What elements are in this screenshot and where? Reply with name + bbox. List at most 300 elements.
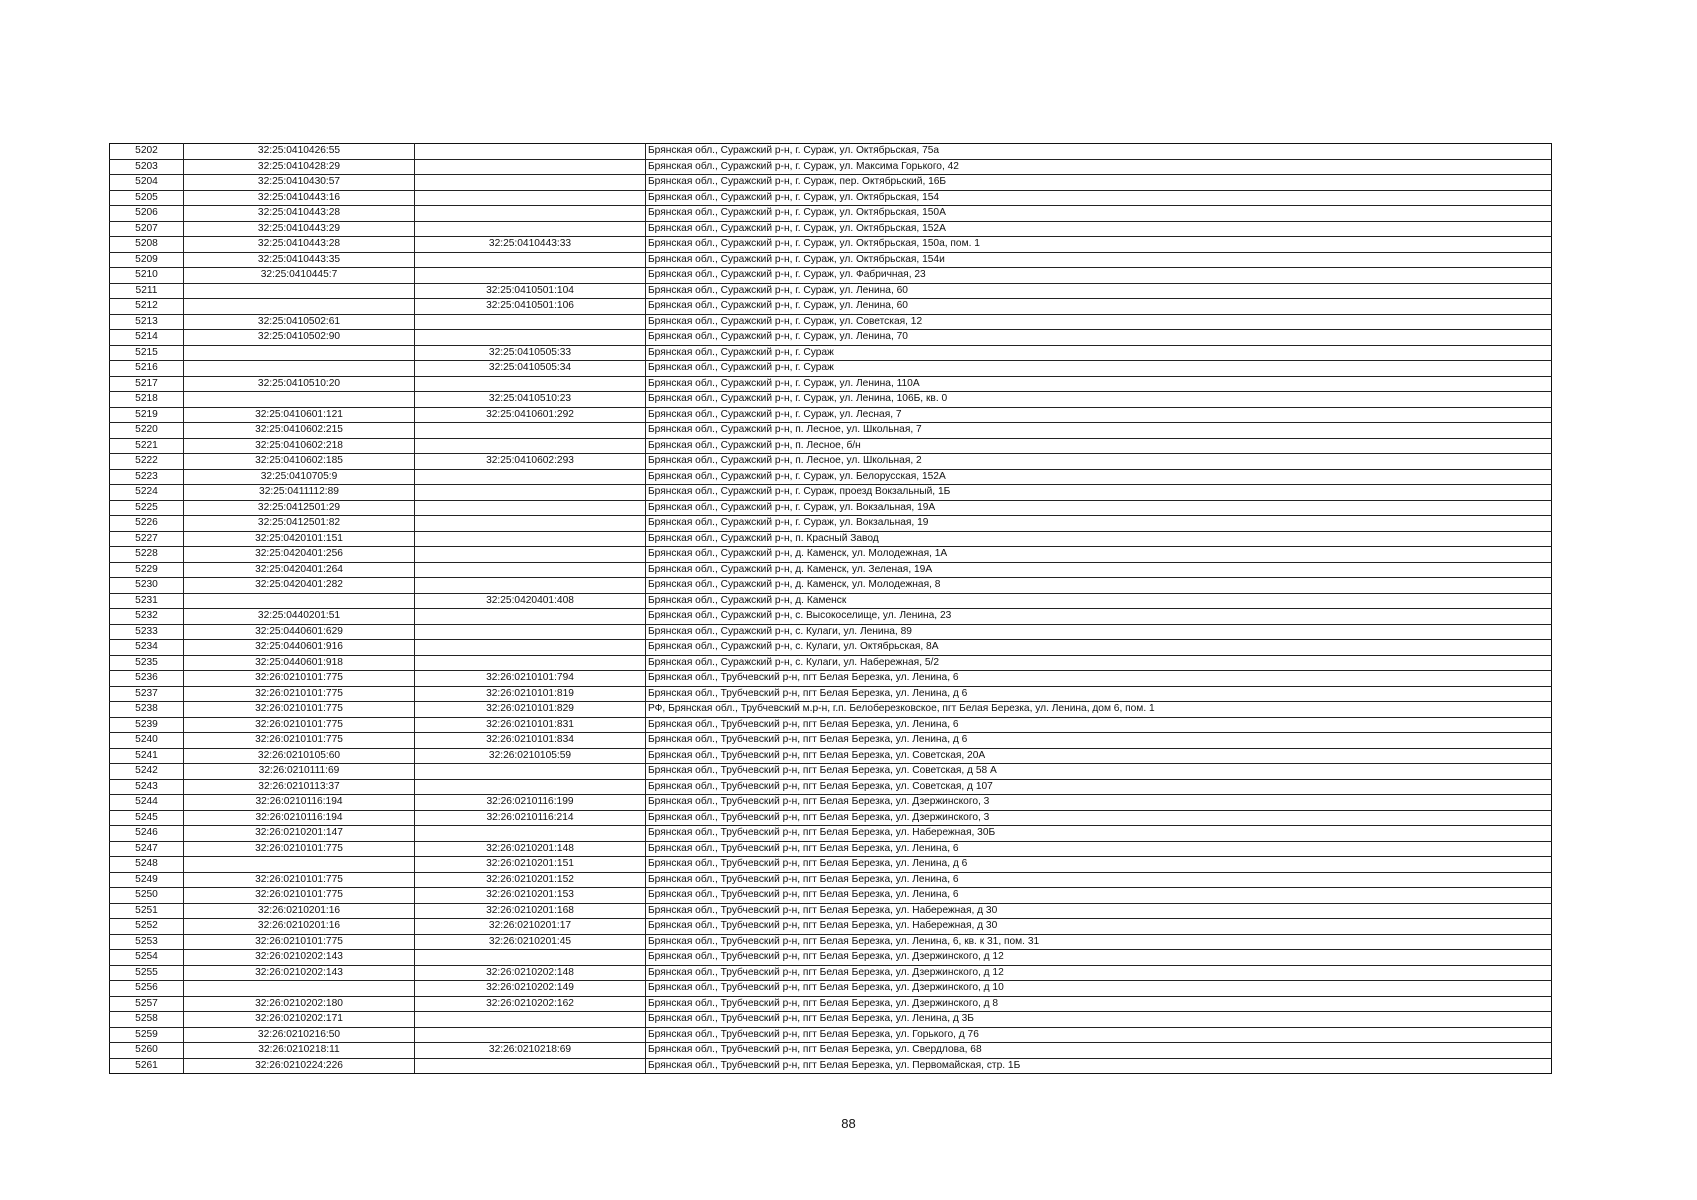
land-cadastral-number-cell: 32:25:0410443:16 bbox=[184, 190, 415, 206]
object-cadastral-number-cell bbox=[415, 655, 646, 671]
table-row bbox=[110, 996, 1552, 1012]
table-row bbox=[110, 624, 1552, 640]
row-number-cell: 5229 bbox=[110, 562, 184, 578]
land-cadastral-number-cell bbox=[184, 361, 415, 377]
row-number-cell: 5240 bbox=[110, 733, 184, 749]
address-cell: Брянская обл., Суражский р-н, г. Сураж, ул. Фабричная, 23 bbox=[646, 268, 1552, 284]
table-row bbox=[110, 810, 1552, 826]
address-cell: Брянская обл., Трубчевский р-н, пгт Белая Березка, ул. Советская, д 107 bbox=[646, 779, 1552, 795]
object-cadastral-number-cell: 32:26:0210201:152 bbox=[415, 872, 646, 888]
table-row bbox=[110, 314, 1552, 330]
table-row bbox=[110, 764, 1552, 780]
row-number-cell: 5261 bbox=[110, 1058, 184, 1074]
land-cadastral-number-cell: 32:25:0420401:282 bbox=[184, 578, 415, 594]
land-cadastral-number-cell: 32:25:0410443:29 bbox=[184, 221, 415, 237]
land-cadastral-number-cell: 32:25:0410428:29 bbox=[184, 159, 415, 175]
address-cell: Брянская обл., Трубчевский р-н, пгт Белая Березка, ул. Горького, д 76 bbox=[646, 1027, 1552, 1043]
object-cadastral-number-cell bbox=[415, 159, 646, 175]
address-cell: Брянская обл., Трубчевский р-н, пгт Белая Березка, ул. Ленина, 6 bbox=[646, 717, 1552, 733]
land-cadastral-number-cell: 32:26:0210113:37 bbox=[184, 779, 415, 795]
row-number-cell: 5232 bbox=[110, 609, 184, 625]
object-cadastral-number-cell bbox=[415, 779, 646, 795]
object-cadastral-number-cell bbox=[415, 516, 646, 532]
address-cell: Брянская обл., Суражский р-н, г. Сураж bbox=[646, 361, 1552, 377]
object-cadastral-number-cell bbox=[415, 609, 646, 625]
address-cell: Брянская обл., Суражский р-н, г. Сураж, ул. Советская, 12 bbox=[646, 314, 1552, 330]
land-cadastral-number-cell: 32:25:0410601:121 bbox=[184, 407, 415, 423]
table-row bbox=[110, 903, 1552, 919]
land-cadastral-number-cell: 32:25:0410443:35 bbox=[184, 252, 415, 268]
land-cadastral-number-cell: 32:25:0410510:20 bbox=[184, 376, 415, 392]
object-cadastral-number-cell: 32:26:0210116:199 bbox=[415, 795, 646, 811]
land-cadastral-number-cell: 32:26:0210111:69 bbox=[184, 764, 415, 780]
table-row bbox=[110, 516, 1552, 532]
land-cadastral-number-cell: 32:25:0412501:29 bbox=[184, 500, 415, 516]
object-cadastral-number-cell: 32:26:0210101:819 bbox=[415, 686, 646, 702]
row-number-cell: 5212 bbox=[110, 299, 184, 315]
address-cell: Брянская обл., Суражский р-н, д. Каменск, ул. Зеленая, 19А bbox=[646, 562, 1552, 578]
address-cell: Брянская обл., Суражский р-н, п. Лесное, ул. Школьная, 7 bbox=[646, 423, 1552, 439]
land-cadastral-number-cell: 32:25:0410602:215 bbox=[184, 423, 415, 439]
land-cadastral-number-cell: 32:26:0210201:147 bbox=[184, 826, 415, 842]
row-number-cell: 5260 bbox=[110, 1043, 184, 1059]
object-cadastral-number-cell bbox=[415, 423, 646, 439]
row-number-cell: 5230 bbox=[110, 578, 184, 594]
row-number-cell: 5256 bbox=[110, 981, 184, 997]
table-row bbox=[110, 1012, 1552, 1028]
table-row bbox=[110, 1027, 1552, 1043]
address-cell: Брянская обл., Суражский р-н, г. Сураж, проезд Вокзальный, 1Б bbox=[646, 485, 1552, 501]
object-cadastral-number-cell bbox=[415, 206, 646, 222]
table-row bbox=[110, 640, 1552, 656]
object-cadastral-number-cell: 32:26:0210101:794 bbox=[415, 671, 646, 687]
row-number-cell: 5205 bbox=[110, 190, 184, 206]
table-row bbox=[110, 965, 1552, 981]
address-cell: Брянская обл., Трубчевский р-н, пгт Белая Березка, ул. Ленина, 6 bbox=[646, 841, 1552, 857]
address-cell: Брянская обл., Трубчевский р-н, пгт Белая Березка, ул. Дзержинского, д 10 bbox=[646, 981, 1552, 997]
row-number-cell: 5233 bbox=[110, 624, 184, 640]
address-cell: Брянская обл., Суражский р-н, п. Красный Завод bbox=[646, 531, 1552, 547]
land-cadastral-number-cell: 32:25:0410430:57 bbox=[184, 175, 415, 191]
address-cell: Брянская обл., Суражский р-н, г. Сураж, ул. Вокзальная, 19А bbox=[646, 500, 1552, 516]
object-cadastral-number-cell: 32:25:0410602:293 bbox=[415, 454, 646, 470]
row-number-cell: 5217 bbox=[110, 376, 184, 392]
table-row bbox=[110, 841, 1552, 857]
object-cadastral-number-cell: 32:25:0410443:33 bbox=[415, 237, 646, 253]
row-number-cell: 5254 bbox=[110, 950, 184, 966]
land-cadastral-number-cell: 32:26:0210105:60 bbox=[184, 748, 415, 764]
land-cadastral-number-cell: 32:25:0410502:90 bbox=[184, 330, 415, 346]
land-cadastral-number-cell: 32:25:0410443:28 bbox=[184, 237, 415, 253]
land-cadastral-number-cell: 32:26:0210201:16 bbox=[184, 903, 415, 919]
row-number-cell: 5257 bbox=[110, 996, 184, 1012]
land-cadastral-number-cell: 32:26:0210101:775 bbox=[184, 934, 415, 950]
land-cadastral-number-cell bbox=[184, 981, 415, 997]
table-row bbox=[110, 345, 1552, 361]
object-cadastral-number-cell bbox=[415, 485, 646, 501]
table-row bbox=[110, 981, 1552, 997]
address-cell: Брянская обл., Трубчевский р-н, пгт Белая Березка, ул. Ленина, д 6 bbox=[646, 733, 1552, 749]
table-row bbox=[110, 423, 1552, 439]
object-cadastral-number-cell bbox=[415, 144, 646, 160]
row-number-cell: 5214 bbox=[110, 330, 184, 346]
object-cadastral-number-cell: 32:26:0210202:148 bbox=[415, 965, 646, 981]
object-cadastral-number-cell bbox=[415, 547, 646, 563]
table-row bbox=[110, 702, 1552, 718]
table-row bbox=[110, 578, 1552, 594]
object-cadastral-number-cell bbox=[415, 314, 646, 330]
object-cadastral-number-cell bbox=[415, 562, 646, 578]
row-number-cell: 5215 bbox=[110, 345, 184, 361]
land-cadastral-number-cell: 32:25:0410445:7 bbox=[184, 268, 415, 284]
row-number-cell: 5227 bbox=[110, 531, 184, 547]
object-cadastral-number-cell bbox=[415, 578, 646, 594]
land-cadastral-number-cell bbox=[184, 299, 415, 315]
address-cell: Брянская обл., Суражский р-н, г. Сураж, ул. Октябрьская, 75а bbox=[646, 144, 1552, 160]
address-cell: Брянская обл., Трубчевский р-н, пгт Белая Березка, ул. Советская, 20А bbox=[646, 748, 1552, 764]
table-row bbox=[110, 531, 1552, 547]
address-cell: Брянская обл., Трубчевский р-н, пгт Белая Березка, ул. Первомайская, стр. 1Б bbox=[646, 1058, 1552, 1074]
row-number-cell: 5247 bbox=[110, 841, 184, 857]
address-cell: Брянская обл., Трубчевский р-н, пгт Белая Березка, ул. Набережная, 30Б bbox=[646, 826, 1552, 842]
table-row bbox=[110, 144, 1552, 160]
address-cell: Брянская обл., Суражский р-н, г. Сураж, ул. Ленина, 106Б, кв. 0 bbox=[646, 392, 1552, 408]
row-number-cell: 5251 bbox=[110, 903, 184, 919]
object-cadastral-number-cell: 32:25:0410510:23 bbox=[415, 392, 646, 408]
address-cell: Брянская обл., Трубчевский р-н, пгт Белая Березка, ул. Ленина, 6 bbox=[646, 671, 1552, 687]
object-cadastral-number-cell bbox=[415, 221, 646, 237]
land-cadastral-number-cell: 32:25:0410602:185 bbox=[184, 454, 415, 470]
table-row bbox=[110, 748, 1552, 764]
table-row bbox=[110, 593, 1552, 609]
object-cadastral-number-cell bbox=[415, 640, 646, 656]
table-row bbox=[110, 237, 1552, 253]
row-number-cell: 5250 bbox=[110, 888, 184, 904]
address-cell: Брянская обл., Суражский р-н, д. Каменск, ул. Молодежная, 8 bbox=[646, 578, 1552, 594]
address-cell: Брянская обл., Трубчевский р-н, пгт Белая Березка, ул. Ленина, 6 bbox=[646, 888, 1552, 904]
table-row bbox=[110, 1058, 1552, 1074]
land-cadastral-number-cell: 32:26:0210101:775 bbox=[184, 872, 415, 888]
row-number-cell: 5219 bbox=[110, 407, 184, 423]
land-cadastral-number-cell bbox=[184, 345, 415, 361]
row-number-cell: 5223 bbox=[110, 469, 184, 485]
table-row bbox=[110, 252, 1552, 268]
object-cadastral-number-cell: 32:26:0210116:214 bbox=[415, 810, 646, 826]
address-cell: Брянская обл., Трубчевский р-н, пгт Белая Березка, ул. Набережная, д 30 bbox=[646, 903, 1552, 919]
row-number-cell: 5213 bbox=[110, 314, 184, 330]
address-cell: Брянская обл., Трубчевский р-н, пгт Белая Березка, ул. Ленина, д 6 bbox=[646, 857, 1552, 873]
row-number-cell: 5239 bbox=[110, 717, 184, 733]
row-number-cell: 5226 bbox=[110, 516, 184, 532]
land-cadastral-number-cell: 32:26:0210101:775 bbox=[184, 888, 415, 904]
land-cadastral-number-cell: 32:26:0210116:194 bbox=[184, 795, 415, 811]
table-row bbox=[110, 206, 1552, 222]
land-cadastral-number-cell: 32:25:0420401:256 bbox=[184, 547, 415, 563]
land-cadastral-number-cell: 32:25:0440201:51 bbox=[184, 609, 415, 625]
address-cell: Брянская обл., Суражский р-н, с. Кулаги, ул. Набережная, 5/2 bbox=[646, 655, 1552, 671]
address-cell: Брянская обл., Суражский р-н, г. Сураж, ул. Ленина, 60 bbox=[646, 283, 1552, 299]
land-cadastral-number-cell: 32:26:0210202:180 bbox=[184, 996, 415, 1012]
table-row bbox=[110, 190, 1552, 206]
registry-table bbox=[109, 143, 1552, 1074]
table-row bbox=[110, 283, 1552, 299]
land-cadastral-number-cell: 32:25:0410602:218 bbox=[184, 438, 415, 454]
address-cell: Брянская обл., Трубчевский р-н, пгт Белая Березка, ул. Ленина, 6 bbox=[646, 872, 1552, 888]
object-cadastral-number-cell bbox=[415, 376, 646, 392]
address-cell: Брянская обл., Суражский р-н, с. Кулаги, ул. Октябрьская, 8А bbox=[646, 640, 1552, 656]
address-cell: Брянская обл., Суражский р-н, г. Сураж, ул. Ленина, 110А bbox=[646, 376, 1552, 392]
row-number-cell: 5244 bbox=[110, 795, 184, 811]
land-cadastral-number-cell: 32:26:0210202:143 bbox=[184, 950, 415, 966]
table-row bbox=[110, 872, 1552, 888]
table-row bbox=[110, 175, 1552, 191]
address-cell: Брянская обл., Суражский р-н, п. Лесное, б/н bbox=[646, 438, 1552, 454]
row-number-cell: 5248 bbox=[110, 857, 184, 873]
row-number-cell: 5237 bbox=[110, 686, 184, 702]
object-cadastral-number-cell bbox=[415, 826, 646, 842]
row-number-cell: 5206 bbox=[110, 206, 184, 222]
address-cell: Брянская обл., Суражский р-н, д. Каменск, ул. Молодежная, 1А bbox=[646, 547, 1552, 563]
object-cadastral-number-cell: 32:26:0210202:162 bbox=[415, 996, 646, 1012]
table-row bbox=[110, 717, 1552, 733]
object-cadastral-number-cell: 32:25:0410505:34 bbox=[415, 361, 646, 377]
table-row bbox=[110, 1043, 1552, 1059]
address-cell: Брянская обл., Суражский р-н, г. Сураж, ул. Вокзальная, 19 bbox=[646, 516, 1552, 532]
land-cadastral-number-cell: 32:26:0210101:775 bbox=[184, 671, 415, 687]
row-number-cell: 5246 bbox=[110, 826, 184, 842]
land-cadastral-number-cell: 32:25:0412501:82 bbox=[184, 516, 415, 532]
row-number-cell: 5221 bbox=[110, 438, 184, 454]
address-cell: Брянская обл., Суражский р-н, г. Сураж, ул. Белорусская, 152А bbox=[646, 469, 1552, 485]
row-number-cell: 5203 bbox=[110, 159, 184, 175]
object-cadastral-number-cell: 32:25:0410505:33 bbox=[415, 345, 646, 361]
table-row bbox=[110, 221, 1552, 237]
row-number-cell: 5209 bbox=[110, 252, 184, 268]
table-row bbox=[110, 671, 1552, 687]
object-cadastral-number-cell: 32:25:0410501:104 bbox=[415, 283, 646, 299]
table-row bbox=[110, 268, 1552, 284]
row-number-cell: 5225 bbox=[110, 500, 184, 516]
land-cadastral-number-cell: 32:26:0210101:775 bbox=[184, 702, 415, 718]
row-number-cell: 5210 bbox=[110, 268, 184, 284]
object-cadastral-number-cell bbox=[415, 175, 646, 191]
object-cadastral-number-cell: 32:26:0210201:148 bbox=[415, 841, 646, 857]
object-cadastral-number-cell: 32:26:0210101:829 bbox=[415, 702, 646, 718]
address-cell: Брянская обл., Суражский р-н, г. Сураж, ул. Лесная, 7 bbox=[646, 407, 1552, 423]
address-cell: Брянская обл., Суражский р-н, г. Сураж, ул. Октябрьская, 154и bbox=[646, 252, 1552, 268]
land-cadastral-number-cell: 32:25:0440601:916 bbox=[184, 640, 415, 656]
table-row bbox=[110, 857, 1552, 873]
land-cadastral-number-cell: 32:26:0210224:226 bbox=[184, 1058, 415, 1074]
land-cadastral-number-cell: 32:26:0210216:50 bbox=[184, 1027, 415, 1043]
address-cell: Брянская обл., Трубчевский р-н, пгт Белая Березка, ул. Советская, д 58 А bbox=[646, 764, 1552, 780]
object-cadastral-number-cell: 32:26:0210201:153 bbox=[415, 888, 646, 904]
table-row bbox=[110, 795, 1552, 811]
row-number-cell: 5238 bbox=[110, 702, 184, 718]
object-cadastral-number-cell: 32:26:0210201:151 bbox=[415, 857, 646, 873]
row-number-cell: 5222 bbox=[110, 454, 184, 470]
address-cell: Брянская обл., Суражский р-н, г. Сураж, пер. Октябрьский, 16Б bbox=[646, 175, 1552, 191]
object-cadastral-number-cell: 32:26:0210201:17 bbox=[415, 919, 646, 935]
land-cadastral-number-cell: 32:25:0420101:151 bbox=[184, 531, 415, 547]
land-cadastral-number-cell: 32:25:0440601:918 bbox=[184, 655, 415, 671]
object-cadastral-number-cell bbox=[415, 1027, 646, 1043]
object-cadastral-number-cell: 32:26:0210201:168 bbox=[415, 903, 646, 919]
address-cell: Брянская обл., Трубчевский р-н, пгт Белая Березка, ул. Ленина, 6, кв. к 31, пом. 31 bbox=[646, 934, 1552, 950]
land-cadastral-number-cell: 32:26:0210218:11 bbox=[184, 1043, 415, 1059]
table-row bbox=[110, 547, 1552, 563]
land-cadastral-number-cell bbox=[184, 392, 415, 408]
address-cell: Брянская обл., Суражский р-н, г. Сураж, ул. Октябрьская, 150а, пом. 1 bbox=[646, 237, 1552, 253]
land-cadastral-number-cell bbox=[184, 283, 415, 299]
table-row bbox=[110, 686, 1552, 702]
address-cell: Брянская обл., Трубчевский р-н, пгт Белая Березка, ул. Ленина, д 3Б bbox=[646, 1012, 1552, 1028]
address-cell: Брянская обл., Трубчевский р-н, пгт Белая Березка, ул. Дзержинского, 3 bbox=[646, 795, 1552, 811]
table-row bbox=[110, 330, 1552, 346]
land-cadastral-number-cell: 32:25:0410502:61 bbox=[184, 314, 415, 330]
table-row bbox=[110, 562, 1552, 578]
table-row bbox=[110, 779, 1552, 795]
object-cadastral-number-cell: 32:26:0210202:149 bbox=[415, 981, 646, 997]
row-number-cell: 5245 bbox=[110, 810, 184, 826]
object-cadastral-number-cell: 32:26:0210105:59 bbox=[415, 748, 646, 764]
land-cadastral-number-cell: 32:26:0210116:194 bbox=[184, 810, 415, 826]
table-row bbox=[110, 469, 1552, 485]
land-cadastral-number-cell: 32:26:0210101:775 bbox=[184, 686, 415, 702]
address-cell: Брянская обл., Трубчевский р-н, пгт Белая Березка, ул. Дзержинского, д 12 bbox=[646, 950, 1552, 966]
land-cadastral-number-cell: 32:26:0210101:775 bbox=[184, 733, 415, 749]
table-row bbox=[110, 454, 1552, 470]
address-cell: Брянская обл., Трубчевский р-н, пгт Белая Березка, ул. Дзержинского, д 12 bbox=[646, 965, 1552, 981]
table-row bbox=[110, 438, 1552, 454]
object-cadastral-number-cell bbox=[415, 531, 646, 547]
object-cadastral-number-cell bbox=[415, 950, 646, 966]
table-row bbox=[110, 159, 1552, 175]
table-row bbox=[110, 655, 1552, 671]
table-row bbox=[110, 934, 1552, 950]
row-number-cell: 5207 bbox=[110, 221, 184, 237]
object-cadastral-number-cell bbox=[415, 469, 646, 485]
table-row bbox=[110, 376, 1552, 392]
object-cadastral-number-cell: 32:26:0210218:69 bbox=[415, 1043, 646, 1059]
land-cadastral-number-cell: 32:26:0210101:775 bbox=[184, 717, 415, 733]
land-cadastral-number-cell bbox=[184, 857, 415, 873]
table-row bbox=[110, 919, 1552, 935]
address-cell: Брянская обл., Суражский р-н, г. Сураж bbox=[646, 345, 1552, 361]
row-number-cell: 5216 bbox=[110, 361, 184, 377]
address-cell: Брянская обл., Суражский р-н, г. Сураж, ул. Ленина, 70 bbox=[646, 330, 1552, 346]
address-cell: Брянская обл., Суражский р-н, с. Кулаги, ул. Ленина, 89 bbox=[646, 624, 1552, 640]
table-row bbox=[110, 500, 1552, 516]
table-row bbox=[110, 407, 1552, 423]
row-number-cell: 5235 bbox=[110, 655, 184, 671]
registry-table-body bbox=[110, 144, 1552, 1074]
address-cell: Брянская обл., Трубчевский р-н, пгт Белая Березка, ул. Свердлова, 68 bbox=[646, 1043, 1552, 1059]
object-cadastral-number-cell: 32:26:0210101:834 bbox=[415, 733, 646, 749]
table-row bbox=[110, 609, 1552, 625]
object-cadastral-number-cell bbox=[415, 1012, 646, 1028]
row-number-cell: 5255 bbox=[110, 965, 184, 981]
address-cell: Брянская обл., Трубчевский р-н, пгт Белая Березка, ул. Ленина, д 6 bbox=[646, 686, 1552, 702]
row-number-cell: 5234 bbox=[110, 640, 184, 656]
address-cell: Брянская обл., Трубчевский р-н, пгт Белая Березка, ул. Дзержинского, 3 bbox=[646, 810, 1552, 826]
address-cell: Брянская обл., Суражский р-н, г. Сураж, ул. Октябрьская, 152А bbox=[646, 221, 1552, 237]
address-cell: Брянская обл., Трубчевский р-н, пгт Белая Березка, ул. Дзержинского, д 8 bbox=[646, 996, 1552, 1012]
row-number-cell: 5204 bbox=[110, 175, 184, 191]
table-row bbox=[110, 361, 1552, 377]
row-number-cell: 5218 bbox=[110, 392, 184, 408]
table-row bbox=[110, 733, 1552, 749]
land-cadastral-number-cell: 32:26:0210101:775 bbox=[184, 841, 415, 857]
table-row bbox=[110, 888, 1552, 904]
address-cell: Брянская обл., Трубчевский р-н, пгт Белая Березка, ул. Набережная, д 30 bbox=[646, 919, 1552, 935]
row-number-cell: 5202 bbox=[110, 144, 184, 160]
land-cadastral-number-cell: 32:26:0210202:143 bbox=[184, 965, 415, 981]
object-cadastral-number-cell bbox=[415, 438, 646, 454]
row-number-cell: 5258 bbox=[110, 1012, 184, 1028]
object-cadastral-number-cell bbox=[415, 252, 646, 268]
row-number-cell: 5243 bbox=[110, 779, 184, 795]
address-cell: Брянская обл., Суражский р-н, п. Лесное, ул. Школьная, 2 bbox=[646, 454, 1552, 470]
table-row bbox=[110, 392, 1552, 408]
row-number-cell: 5231 bbox=[110, 593, 184, 609]
table-row bbox=[110, 950, 1552, 966]
row-number-cell: 5228 bbox=[110, 547, 184, 563]
object-cadastral-number-cell bbox=[415, 500, 646, 516]
address-cell: Брянская обл., Суражский р-н, д. Каменск bbox=[646, 593, 1552, 609]
object-cadastral-number-cell: 32:26:0210201:45 bbox=[415, 934, 646, 950]
land-cadastral-number-cell: 32:25:0411112:89 bbox=[184, 485, 415, 501]
address-cell: Брянская обл., Суражский р-н, г. Сураж, ул. Октябрьская, 154 bbox=[646, 190, 1552, 206]
address-cell: Брянская обл., Суражский р-н, с. Высокоселище, ул. Ленина, 23 bbox=[646, 609, 1552, 625]
row-number-cell: 5242 bbox=[110, 764, 184, 780]
row-number-cell: 5236 bbox=[110, 671, 184, 687]
object-cadastral-number-cell bbox=[415, 764, 646, 780]
row-number-cell: 5249 bbox=[110, 872, 184, 888]
object-cadastral-number-cell bbox=[415, 1058, 646, 1074]
land-cadastral-number-cell: 32:26:0210201:16 bbox=[184, 919, 415, 935]
land-cadastral-number-cell: 32:25:0420401:264 bbox=[184, 562, 415, 578]
land-cadastral-number-cell: 32:25:0410426:55 bbox=[184, 144, 415, 160]
row-number-cell: 5208 bbox=[110, 237, 184, 253]
object-cadastral-number-cell bbox=[415, 330, 646, 346]
page-number: 88 bbox=[841, 1116, 856, 1131]
land-cadastral-number-cell: 32:25:0410705:9 bbox=[184, 469, 415, 485]
object-cadastral-number-cell: 32:26:0210101:831 bbox=[415, 717, 646, 733]
object-cadastral-number-cell bbox=[415, 190, 646, 206]
address-cell: Брянская обл., Суражский р-н, г. Сураж, ул. Максима Горького, 42 bbox=[646, 159, 1552, 175]
address-cell: РФ, Брянская обл., Трубчевский м.р-н, г.п. Белоберезковское, пгт Белая Березка, ул. Ленина, дом 6, пом. 1 bbox=[646, 702, 1552, 718]
row-number-cell: 5259 bbox=[110, 1027, 184, 1043]
land-cadastral-number-cell: 32:26:0210202:171 bbox=[184, 1012, 415, 1028]
address-cell: Брянская обл., Суражский р-н, г. Сураж, ул. Октябрьская, 150А bbox=[646, 206, 1552, 222]
table-row bbox=[110, 299, 1552, 315]
table-row bbox=[110, 485, 1552, 501]
object-cadastral-number-cell: 32:25:0410601:292 bbox=[415, 407, 646, 423]
address-cell: Брянская обл., Суражский р-н, г. Сураж, ул. Ленина, 60 bbox=[646, 299, 1552, 315]
row-number-cell: 5211 bbox=[110, 283, 184, 299]
land-cadastral-number-cell bbox=[184, 593, 415, 609]
row-number-cell: 5253 bbox=[110, 934, 184, 950]
object-cadastral-number-cell bbox=[415, 624, 646, 640]
land-cadastral-number-cell: 32:25:0410443:28 bbox=[184, 206, 415, 222]
object-cadastral-number-cell bbox=[415, 268, 646, 284]
table-row bbox=[110, 826, 1552, 842]
land-cadastral-number-cell: 32:25:0440601:629 bbox=[184, 624, 415, 640]
object-cadastral-number-cell: 32:25:0420401:408 bbox=[415, 593, 646, 609]
row-number-cell: 5252 bbox=[110, 919, 184, 935]
object-cadastral-number-cell: 32:25:0410501:106 bbox=[415, 299, 646, 315]
